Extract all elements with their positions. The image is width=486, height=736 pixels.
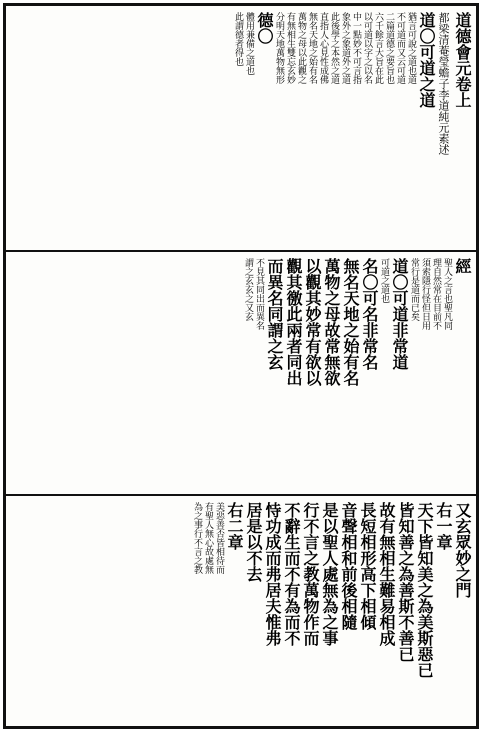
text-column: 常行是道而已矣 bbox=[409, 258, 419, 321]
text-column: 有無相生雙忘玄妙 bbox=[285, 12, 295, 84]
text-columns-bottom bbox=[12, 502, 470, 720]
text-column: 為之事行不言之教 bbox=[192, 502, 202, 574]
text-column: 以觀其妙常有欲以 bbox=[303, 258, 322, 386]
text-column: 道德會元卷上 bbox=[453, 12, 472, 108]
text-column: 聖人之言也聖凡同 bbox=[442, 258, 452, 330]
text-column: 行不言之教萬物作而 bbox=[301, 502, 320, 646]
text-column: 此後學之本然之道 bbox=[329, 12, 339, 84]
text-columns-top bbox=[12, 12, 470, 244]
text-column: 不可道而又云可道 bbox=[395, 12, 405, 84]
text-column: 象外之象道外之道 bbox=[340, 12, 350, 84]
text-column: 以可道以字之以名 bbox=[362, 12, 372, 84]
text-column: 故有無相生難易相成 bbox=[377, 502, 396, 646]
text-band-bottom bbox=[6, 494, 476, 726]
text-column: 無名天地之始有名 bbox=[307, 12, 317, 84]
text-column: 觀其徼此兩者同出 bbox=[284, 258, 303, 386]
text-column: 道〇可道非常道 bbox=[390, 258, 409, 370]
text-columns-middle bbox=[12, 258, 470, 488]
text-column: 又玄眾妙之門 bbox=[453, 502, 472, 598]
text-column: 不辭生而不有為而不 bbox=[282, 502, 301, 646]
text-column: 須索隱行怪但日用 bbox=[420, 258, 430, 330]
text-column: 美惡善否皆相待而 bbox=[214, 502, 224, 574]
text-column: 名〇可名非常名 bbox=[360, 258, 379, 370]
text-band-top bbox=[6, 6, 476, 250]
text-column: 理自然常在目前不 bbox=[431, 258, 441, 330]
text-column: 道〇可道之道 bbox=[417, 12, 436, 108]
text-column: 可道之道也 bbox=[379, 258, 389, 303]
text-column: 中一點妙不可言指 bbox=[351, 12, 361, 84]
text-column: 萬物之母以此觀之 bbox=[296, 12, 306, 84]
text-band-middle bbox=[6, 250, 476, 494]
text-column: 有聖人無心故處無 bbox=[203, 502, 213, 574]
text-column: 不見其同出而異名 bbox=[254, 258, 264, 330]
text-column: 德〇 bbox=[255, 12, 274, 44]
text-column: 無名天地之始有名 bbox=[341, 258, 360, 386]
text-column: 天下皆知美之為美斯惡已 bbox=[415, 502, 434, 678]
text-column: 謂之玄玄之又玄 bbox=[243, 258, 253, 321]
text-column: 直指人心見性成佛 bbox=[318, 12, 328, 84]
text-column: 右一章 bbox=[434, 502, 453, 550]
text-column: 二篇道德之要旨也 bbox=[384, 12, 394, 84]
text-column: 經 bbox=[453, 258, 472, 274]
text-column: 皆知善之為善斯不善已 bbox=[396, 502, 415, 662]
text-column: 分明天地萬物無形 bbox=[274, 12, 284, 84]
text-column: 音聲相和前後相隨 bbox=[339, 502, 358, 630]
text-column: 是以聖人處無為之事 bbox=[320, 502, 339, 646]
text-column: 體用兼備之道也 bbox=[244, 12, 254, 75]
text-column: 猶言可說之道也道 bbox=[406, 12, 416, 84]
text-column: 都梁清菴瑩蟾子李道純元素述 bbox=[437, 12, 450, 155]
text-column: 萬物之母故常無欲 bbox=[322, 258, 341, 386]
text-column: 而異名同謂之玄 bbox=[265, 258, 284, 370]
text-column: 右二章 bbox=[225, 502, 244, 550]
text-column: 恃功成而弗居夫惟弗 bbox=[263, 502, 282, 646]
text-column: 此謂德者得也 bbox=[233, 12, 243, 66]
text-column: 長短相形高下相傾 bbox=[358, 502, 377, 630]
text-column: 六千餘言大旨在此 bbox=[373, 12, 383, 84]
text-column: 居是以不去 bbox=[244, 502, 263, 582]
scripture-page bbox=[3, 3, 479, 729]
